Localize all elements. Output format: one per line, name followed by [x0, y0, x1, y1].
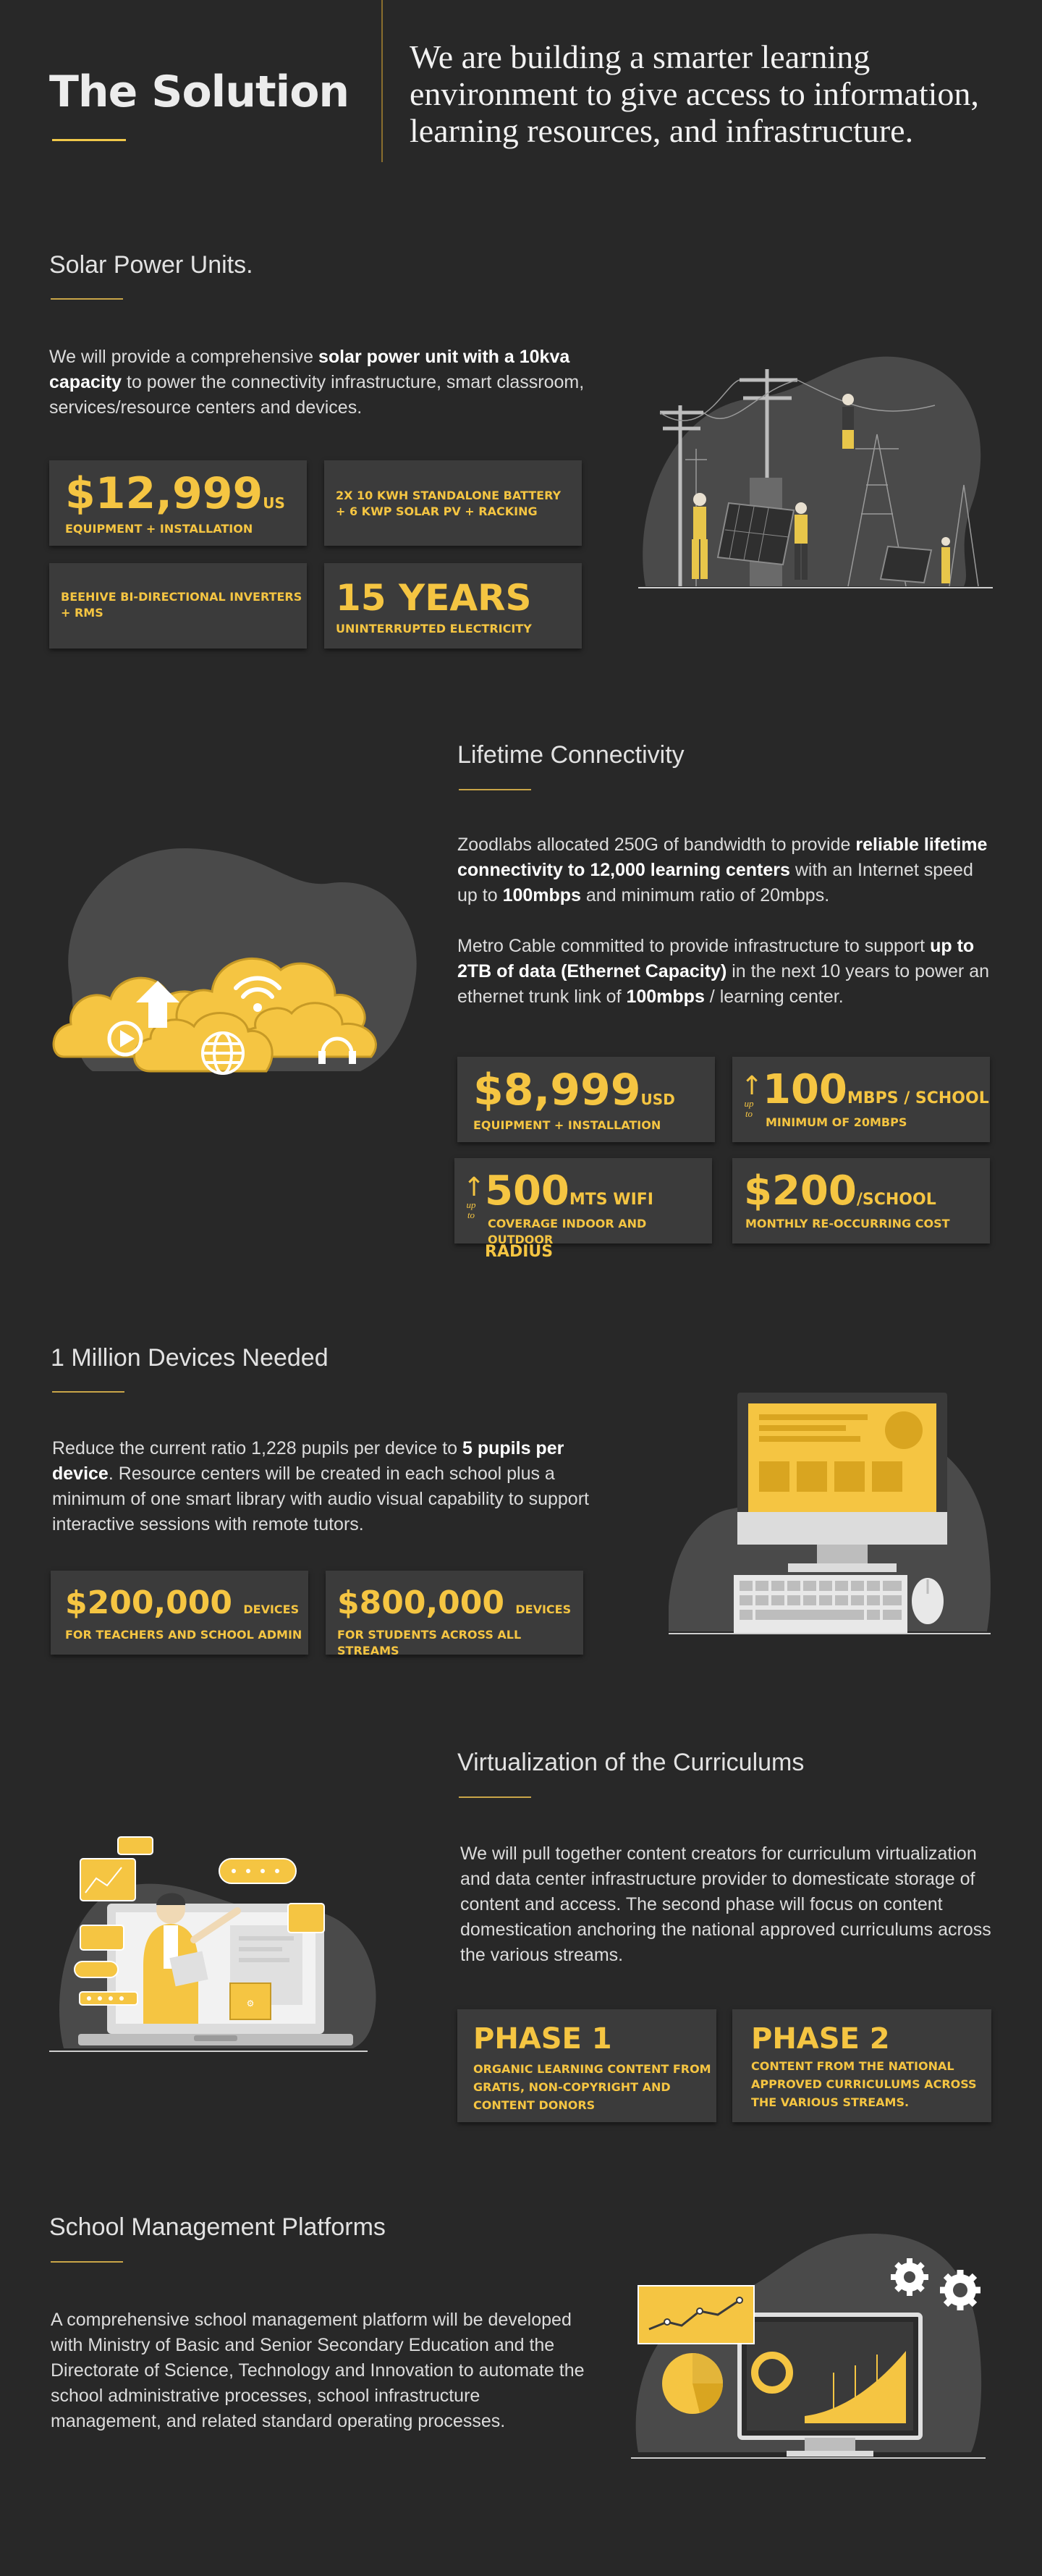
- solar-cost-value: $12,999: [65, 468, 263, 519]
- devices-description: Reduce the current ratio 1,228 pupils per device to 5 pupils per device. Resource centers will be created in each school plus a minimum of one smart library with audio visual capability to support interactive sessions with remote tutors.: [52, 1438, 589, 1534]
- teacher-devices-label: FOR TEACHERS AND SCHOOL ADMIN: [65, 1628, 302, 1642]
- teacher-devices-value: $200,000: [65, 1584, 233, 1621]
- student-devices-unit: DEVICES: [515, 1602, 572, 1616]
- solar-section-title: Solar Power Units.: [49, 251, 253, 279]
- connectivity-title-underline: [459, 789, 531, 790]
- wifi-label: COVERAGE INDOOR AND OUTDOOR: [488, 1217, 647, 1246]
- solar-years-value: 15 YEARS: [336, 577, 532, 619]
- connectivity-description-2: Metro Cable committed to provide infrastructure to support up to 2TB of data (Ethernet Capacity) in the next 10 years to power an ethernet trunk link of 100mbps / learning center.: [457, 936, 990, 1007]
- monthly-cost-value: $200: [744, 1167, 857, 1215]
- inverter-line-1: BEEHIVE BI-DIRECTIONAL INVERTERS: [61, 590, 302, 604]
- solar-title-underline: [51, 298, 123, 300]
- management-section-title: School Management Platforms: [49, 2213, 386, 2241]
- speed-upto-label: up to: [744, 1098, 754, 1119]
- page-title: The Solution: [49, 67, 350, 117]
- management-title-underline: [51, 2261, 123, 2263]
- phase-2-line-3: THE VARIOUS STREAMS.: [751, 2095, 910, 2109]
- svg-text:⚙: ⚙: [246, 1998, 255, 2009]
- phase-1-line-2: GRATIS, NON-COPYRIGHT AND: [473, 2080, 671, 2094]
- teacher-devices-card: [51, 1571, 308, 1655]
- curriculum-description: We will pull together content creators for curriculum virtualization and data center infrastructure provider to domesticate storage of content and access. The second phase will focus on content domestication anchoring the national approved curriculums across the various streams.: [460, 1844, 991, 1965]
- solar-years-card: [324, 563, 582, 649]
- phase-2-line-2: APPROVED CURRICULUMS ACROSS: [751, 2077, 977, 2091]
- solar-cost-unit: US: [263, 494, 285, 512]
- wifi-card: [454, 1158, 712, 1261]
- speed-label: MINIMUM OF 20MBPS: [766, 1115, 907, 1129]
- connectivity-description-1: Zoodlabs allocated 250G of bandwidth to provide reliable lifetime connectivity to 12,000 learning centers with an Internet speed up to 100mbps and minimum ratio of 20mbps.: [457, 835, 988, 905]
- student-devices-card: [326, 1571, 583, 1655]
- solar-battery-card: [324, 460, 582, 546]
- solar-cost-label: EQUIPMENT + INSTALLATION: [65, 522, 253, 536]
- online-teacher-laptop-illustration: [49, 1831, 382, 2056]
- student-devices-label: FOR STUDENTS ACROSS ALL STREAMS: [337, 1628, 522, 1657]
- monthly-cost-unit: /SCHOOL: [856, 1191, 936, 1209]
- phase-1-card: [457, 2009, 716, 2122]
- phase-2-title: PHASE 2: [751, 2022, 890, 2056]
- speed-unit: MBPS / SCHOOL: [847, 1089, 989, 1107]
- wifi-value: 500: [485, 1167, 569, 1215]
- analytics-dashboard-illustration: [631, 2228, 993, 2461]
- up-arrow-icon: ↑: [741, 1071, 763, 1101]
- speed-value: 100: [763, 1066, 847, 1113]
- phase-2-card: [732, 2009, 991, 2122]
- desktop-computer-illustration: [669, 1393, 994, 1636]
- connectivity-cost-label: EQUIPMENT + INSTALLATION: [473, 1118, 661, 1132]
- phase-1-line-3: CONTENT DONORS: [473, 2098, 596, 2112]
- connectivity-cost-value: $8,999: [473, 1065, 641, 1115]
- battery-line-1: 2X 10 KWH STANDALONE BATTERY: [336, 489, 562, 502]
- solar-inverter-card: [49, 563, 307, 649]
- solar-cost-card: [49, 460, 307, 546]
- solar-technicians-illustration: [631, 340, 1000, 595]
- up-arrow-icon: ↑: [463, 1173, 486, 1202]
- monthly-cost-label: MONTHLY RE-OCCURRING COST: [745, 1217, 950, 1230]
- monthly-cost-card: [732, 1158, 990, 1243]
- connectivity-cost-card: [457, 1057, 715, 1142]
- student-devices-value: $800,000: [337, 1584, 505, 1621]
- wifi-upto-label: up to: [466, 1199, 476, 1220]
- phase-1-line-1: ORGANIC LEARNING CONTENT FROM: [473, 2062, 711, 2076]
- management-description: A comprehensive school management platform will be developed with Ministry of Basic and Senior Secondary Education and the Directorate of Science, Technology and Innovation to automate the school administrative processes, school infrastructure management, and related standard operating processes.: [51, 2310, 585, 2431]
- teacher-devices-unit: DEVICES: [243, 1602, 300, 1616]
- curriculum-section-title: Virtualization of the Curriculums: [457, 1749, 805, 1776]
- battery-line-2: + 6 KWP SOLAR PV + RACKING: [336, 504, 538, 518]
- curriculum-title-underline: [459, 1796, 531, 1798]
- connectivity-section-title: Lifetime Connectivity: [457, 741, 685, 769]
- title-underline: [52, 139, 126, 141]
- header-tagline: We are building a smarter learning environment to give access to information, learning resources, and infrastructure.: [410, 38, 979, 149]
- wifi-unit: MTS WIFI RADIUS: [485, 1191, 653, 1261]
- solar-description: We will provide a comprehensive solar power unit with a 10kva capacity to power the connectivity infrastructure, smart classroom, services/resource centers and devices.: [49, 347, 585, 418]
- phase-2-line-1: CONTENT FROM THE NATIONAL: [751, 2059, 954, 2073]
- solar-years-label: UNINTERRUPTED ELECTRICITY: [336, 622, 532, 635]
- inverter-line-2: + RMS: [61, 606, 103, 620]
- cloud-connectivity-illustration: [49, 840, 425, 1086]
- devices-section-title: 1 Million Devices Needed: [51, 1344, 329, 1372]
- connectivity-cost-unit: USD: [640, 1091, 675, 1108]
- phase-1-title: PHASE 1: [473, 2022, 612, 2056]
- header-divider: [381, 0, 383, 162]
- devices-title-underline: [52, 1391, 124, 1393]
- speed-card: [732, 1057, 990, 1142]
